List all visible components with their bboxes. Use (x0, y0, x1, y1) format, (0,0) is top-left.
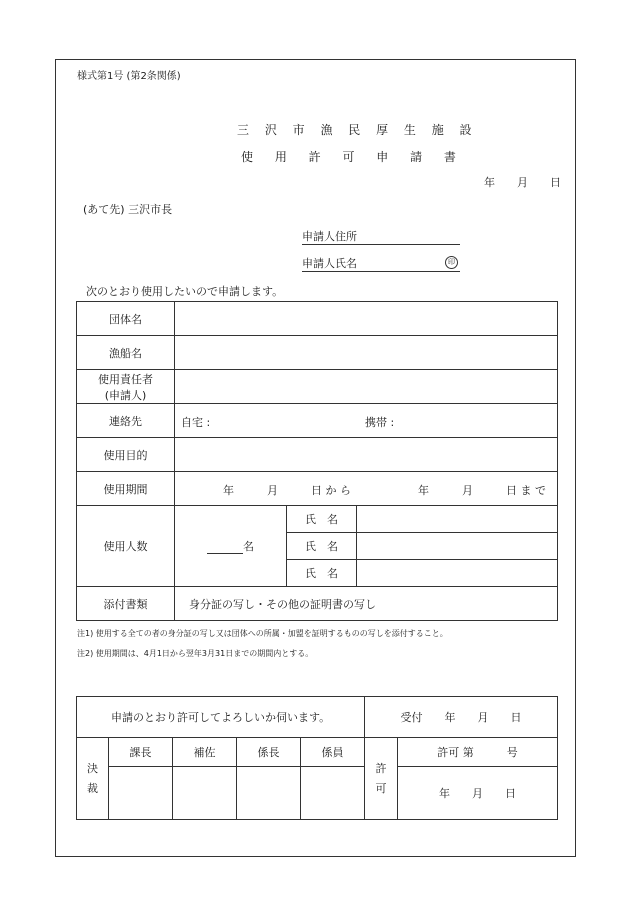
row-purpose (77, 438, 558, 472)
home-phone-label: 自宅 : (181, 416, 211, 429)
group-name-label: 団体名 (77, 302, 175, 336)
name-field-2[interactable] (357, 533, 558, 560)
stamp-staff[interactable] (301, 767, 365, 820)
approval-table (76, 696, 558, 820)
name-label-3: 氏 名 (287, 560, 357, 587)
applicant-name-text: 申請人氏名 (302, 257, 357, 270)
people-count-field[interactable] (175, 506, 287, 587)
approval-stamp-row (77, 767, 558, 820)
permit-char-1: 許 (375, 761, 387, 775)
form-number: 様式第1号 (第2条関係) (77, 71, 181, 82)
row-contact (77, 404, 558, 438)
name-field-1[interactable] (357, 506, 558, 533)
row-vessel-name (77, 336, 558, 370)
title-line-1: 三 沢 市 漁 民 厚 生 施 設 (237, 123, 478, 137)
permit-label (365, 738, 398, 820)
attachments-value: 身分証の写し・その他の証明書の写し (175, 587, 558, 621)
contact-field[interactable] (175, 404, 558, 438)
stamp-subsection-chief[interactable] (237, 767, 301, 820)
period-from: 年 月 日 か ら (223, 484, 351, 497)
mobile-phone-label: 携帯 : (365, 416, 395, 429)
approval-request-text: 申請のとおり許可してよろしいか伺います。 (77, 697, 365, 738)
vessel-name-label: 漁船名 (77, 336, 175, 370)
decision-char-2: 裁 (87, 781, 98, 795)
stamp-section-chief[interactable] (109, 767, 173, 820)
decision-char-1: 決 (87, 761, 98, 775)
permit-char-2: 可 (375, 781, 387, 795)
col-subsection-chief: 係長 (237, 738, 301, 767)
application-date: 年 月 日 (484, 176, 561, 189)
attachments-label: 添付書類 (77, 587, 175, 621)
name-label-2: 氏 名 (287, 533, 357, 560)
name-field-3[interactable] (357, 560, 558, 587)
period-to: 年 月 日 ま で (418, 484, 546, 497)
row-group-name (77, 302, 558, 336)
row-people-1 (77, 506, 558, 533)
col-assistant: 補佐 (173, 738, 237, 767)
seal-mark: 印 (445, 256, 458, 269)
row-period (77, 472, 558, 506)
people-label: 使用人数 (77, 506, 175, 587)
col-staff: 係員 (301, 738, 365, 767)
people-count-blank[interactable] (207, 541, 243, 554)
manager-label-line2: (申請人) (104, 388, 147, 402)
permit-date: 年 月 日 (398, 767, 558, 820)
received-date: 受付 年 月 日 (365, 697, 558, 738)
applicant-name-label (302, 255, 460, 272)
decision-label (77, 738, 109, 820)
name-label-1: 氏 名 (287, 506, 357, 533)
period-label: 使用期間 (77, 472, 175, 506)
addressee: (あて先) 三沢市長 (83, 203, 173, 216)
people-unit: 名 (243, 540, 254, 553)
row-manager (77, 370, 558, 404)
permit-number (398, 738, 558, 767)
title-line-2: 使 用 許 可 申 請 書 (241, 150, 465, 164)
manager-label-line1: 使用責任者 (98, 372, 153, 386)
stamp-assistant[interactable] (173, 767, 237, 820)
approval-title-row (77, 738, 558, 767)
col-section-chief: 課長 (109, 738, 173, 767)
row-attachments (77, 587, 558, 621)
application-table (76, 301, 558, 621)
intro-text: 次のとおり使用したいので申請します。 (86, 285, 284, 298)
period-field[interactable] (175, 472, 558, 506)
group-name-field[interactable] (175, 302, 558, 336)
note-2: 注2) 使用期間は、4月1日から翌年3月31日までの期間内とする。 (77, 649, 314, 658)
applicant-address-label (302, 228, 460, 245)
permit-number-text: 許可 第 号 (437, 746, 518, 759)
approval-header-row (77, 697, 558, 738)
applicant-address-text: 申請人住所 (302, 230, 357, 243)
manager-label (77, 370, 175, 404)
vessel-name-field[interactable] (175, 336, 558, 370)
manager-field[interactable] (175, 370, 558, 404)
note-1: 注1) 使用する全ての者の身分証の写し又は団体への所属・加盟を証明するものの写しを添付すること。 (77, 629, 448, 638)
contact-label: 連絡先 (77, 404, 175, 438)
purpose-label: 使用目的 (77, 438, 175, 472)
purpose-field[interactable] (175, 438, 558, 472)
